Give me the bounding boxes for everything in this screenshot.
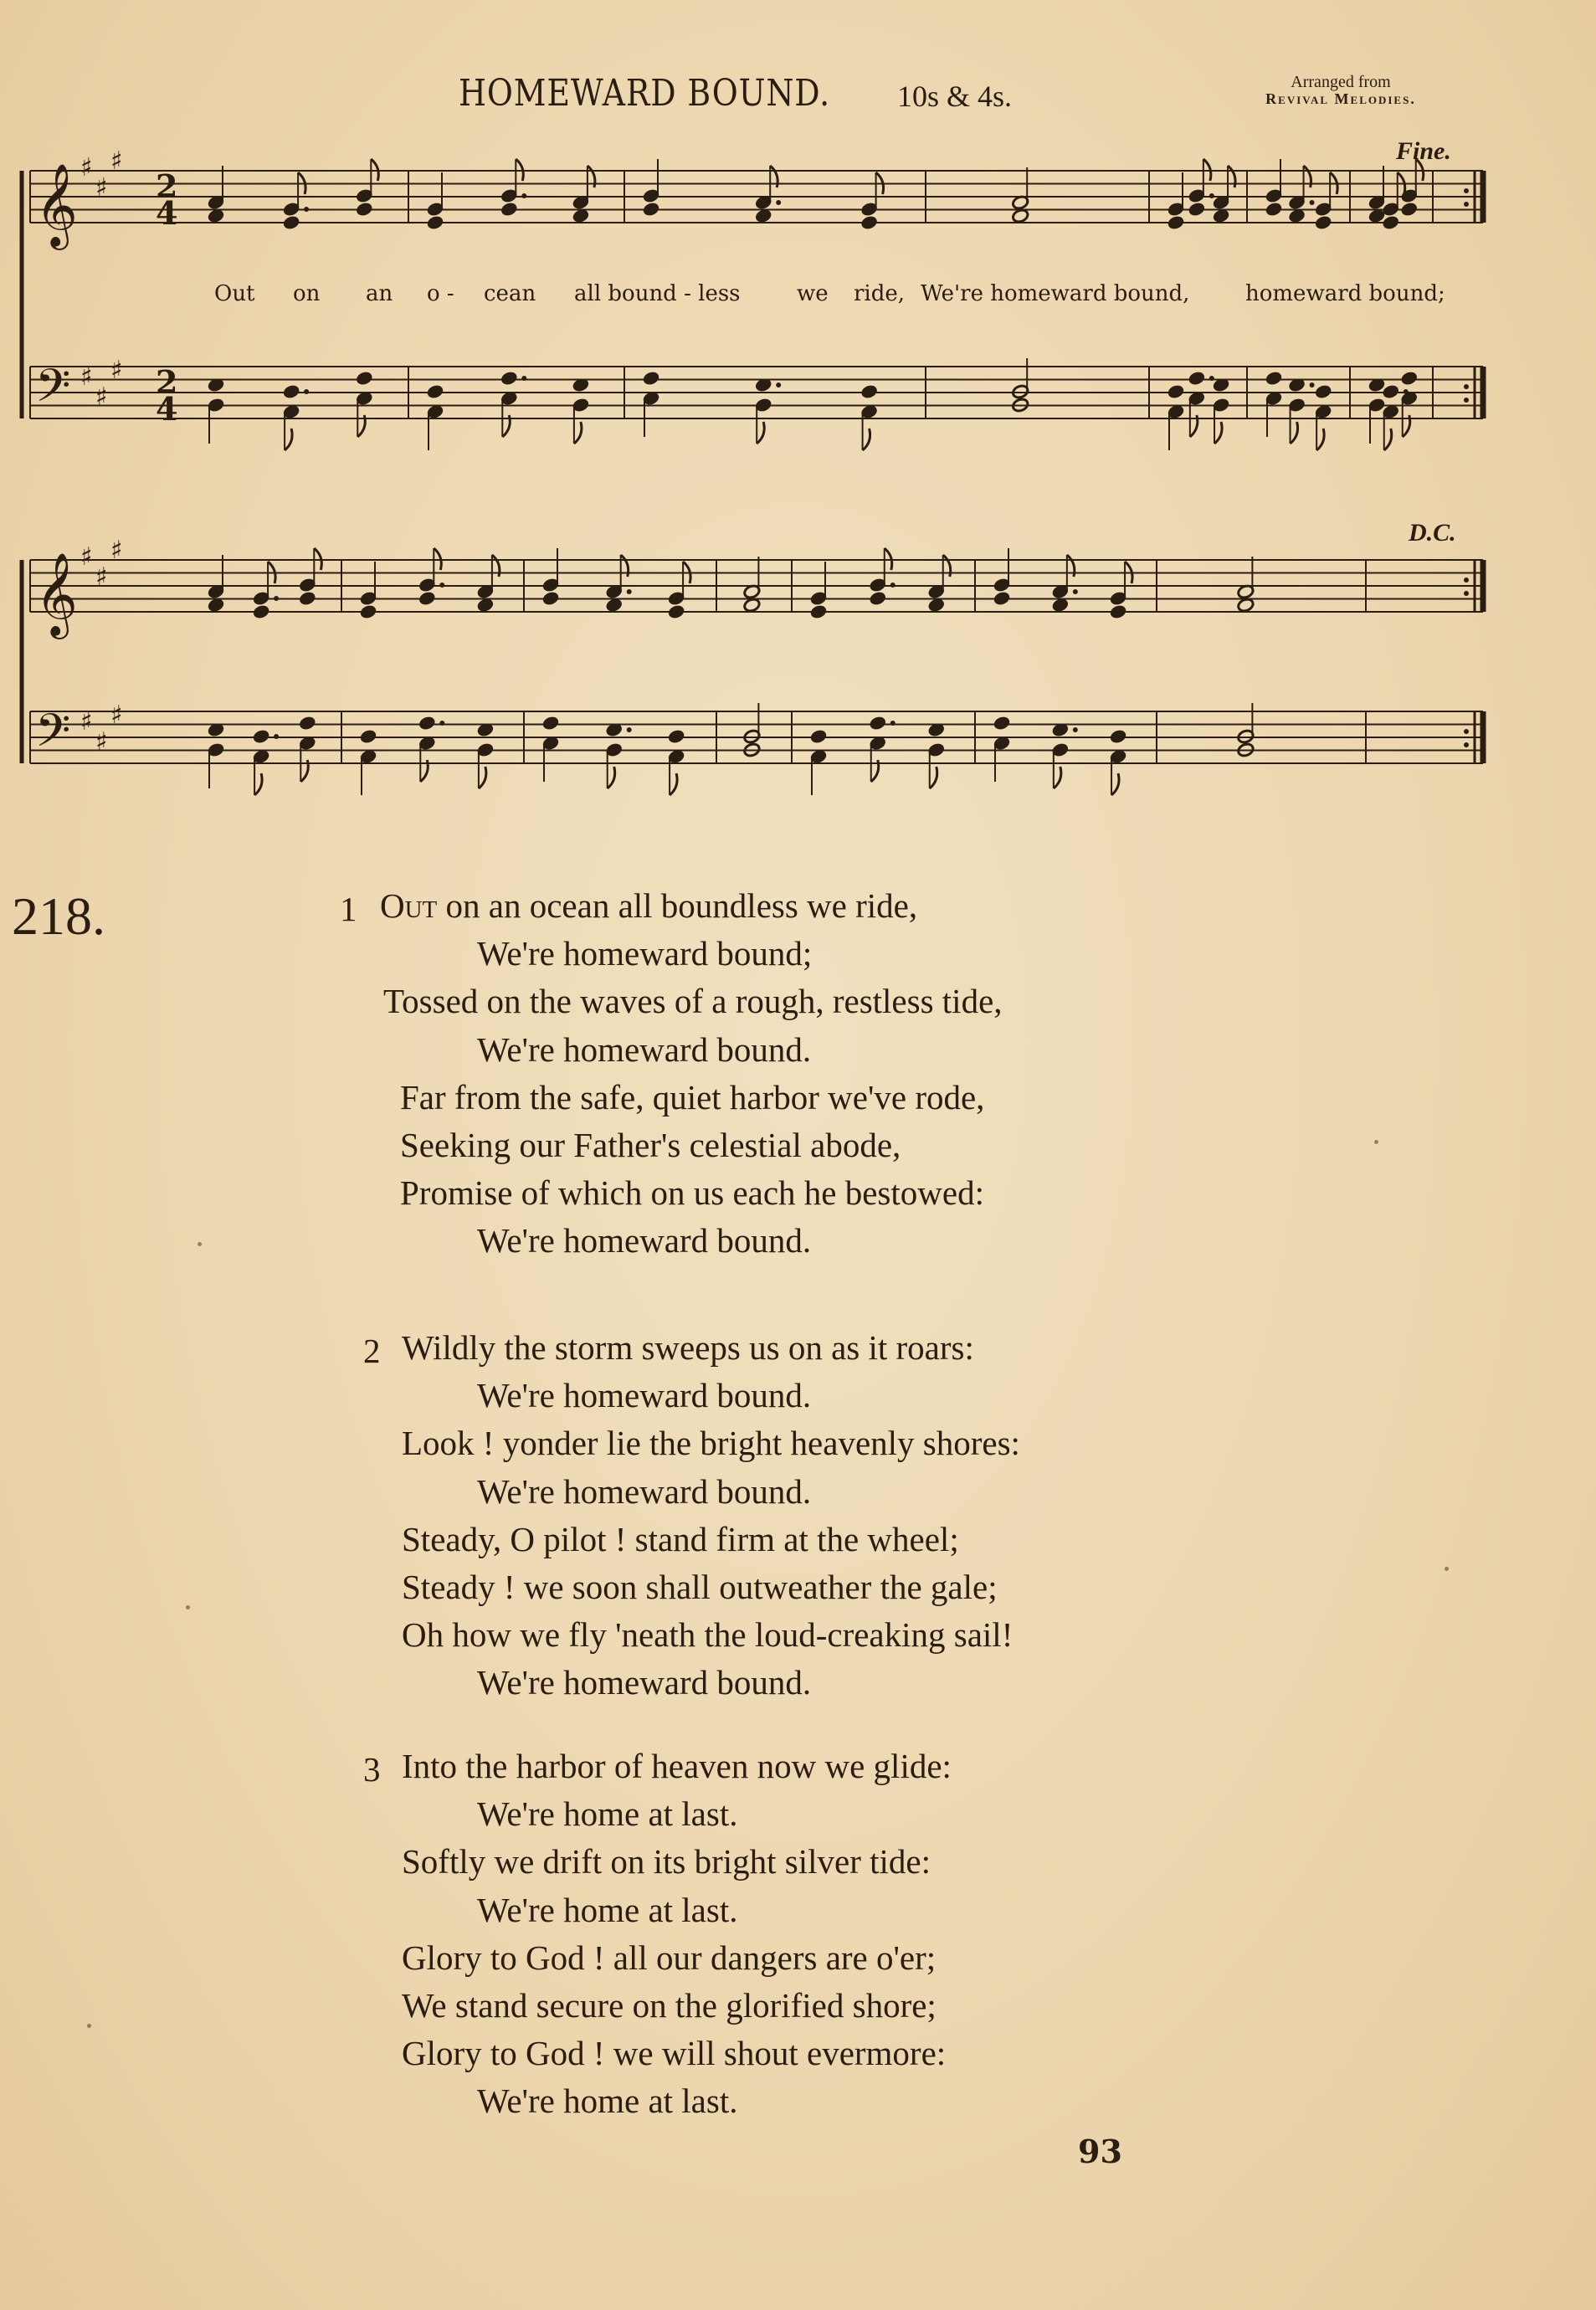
augmentation-dot: [304, 207, 309, 212]
line-text: Look ! yonder lie the bright heavenly shores:: [402, 1424, 1020, 1463]
note-head: [667, 604, 685, 620]
augmentation-dot: [1209, 193, 1214, 198]
line-text: Glory to God ! we will shout evermore:: [402, 2034, 947, 2073]
hymn-title: HOMEWARD BOUND.: [459, 72, 831, 115]
line-text: on an ocean all boundless we ride,: [437, 886, 918, 925]
note-head: [541, 591, 560, 607]
line-text: We're homeward bound.: [477, 1221, 812, 1260]
lyric-word: on: [293, 281, 321, 306]
time-signature: 4: [156, 390, 178, 428]
augmentation-dot: [304, 389, 309, 394]
paper-speck: [186, 1605, 190, 1609]
augmentation-dot: [1464, 384, 1469, 389]
note-head: [541, 716, 560, 732]
sharp-sign: ♯: [110, 356, 123, 385]
verse-line: [402, 1938, 937, 1977]
note-head: [1314, 215, 1332, 231]
refrain-line: [477, 1663, 812, 1702]
note-head: [1400, 371, 1419, 387]
line-text: Far from the safe, quiet harbor we've rode,: [400, 1077, 985, 1116]
augmentation-dot: [521, 376, 526, 381]
augmentation-dot: [1464, 591, 1469, 596]
note-head: [860, 384, 879, 400]
verse-line: [402, 1424, 1020, 1463]
note-head: [993, 716, 1011, 732]
augmentation-dot: [1464, 188, 1469, 193]
music-score: [0, 0, 1596, 837]
note-head: [1400, 202, 1419, 218]
time-signature: 2: [156, 167, 178, 205]
bass-clef: 𝄢: [35, 359, 71, 424]
note-head: [426, 384, 444, 400]
augmentation-dot: [1464, 729, 1469, 734]
bass-clef: 𝄢: [35, 704, 71, 768]
note-flag: [574, 422, 582, 444]
verse-line: [402, 1842, 931, 1881]
verse-line: [402, 1570, 998, 1604]
augmentation-dot: [776, 200, 781, 205]
note-head: [642, 371, 660, 387]
augmentation-dot: [1073, 727, 1078, 732]
sharp-sign: ♯: [110, 536, 123, 565]
refrain-line: [477, 1221, 812, 1260]
line-text: Steady, O pilot ! stand firm at the wheel;: [402, 1519, 959, 1558]
note-head: [869, 591, 887, 607]
note-head: [1188, 371, 1206, 387]
refrain-line: [477, 1890, 738, 1929]
note-flag: [863, 429, 870, 450]
note-head: [1167, 215, 1185, 231]
lyric-word: Out: [214, 281, 255, 306]
time-signature: 4: [156, 194, 178, 232]
note-head: [1314, 384, 1332, 400]
time-signature: 2: [156, 363, 178, 401]
refrain-line: [477, 1029, 812, 1069]
verse-line: [402, 1749, 952, 1784]
lyric-word: homeward bound;: [1245, 281, 1445, 306]
sharp-sign: ♯: [80, 153, 93, 182]
line-text: Seeking our Father's celestial abode,: [400, 1126, 901, 1164]
sharp-sign: ♯: [95, 382, 108, 412]
verse-line: [380, 886, 918, 925]
note-head: [809, 729, 828, 745]
lyric-word: o -: [427, 281, 454, 306]
line-text: Glory to God ! all our dangers are o'er;: [402, 1938, 937, 1977]
verse-line: [383, 984, 1003, 1019]
note-flag: [670, 773, 677, 795]
verse-line: [400, 1173, 984, 1213]
augmentation-dot: [439, 583, 444, 588]
augmentation-dot: [1310, 382, 1315, 388]
line-text: We're homeward bound.: [477, 1471, 812, 1511]
augmentation-dot: [890, 583, 896, 588]
augmentation-dot: [274, 734, 279, 739]
note-head: [1109, 729, 1127, 745]
note-head: [252, 604, 270, 620]
augmentation-dot: [1464, 202, 1469, 207]
paper-speck: [87, 2024, 91, 2028]
lyric-word: an: [366, 281, 393, 306]
note-flag: [1054, 767, 1061, 788]
note-head: [993, 591, 1011, 607]
note-flag: [1291, 422, 1298, 444]
fine-mark: Fine.: [1396, 137, 1451, 165]
paper-speck: [198, 1242, 202, 1246]
refrain-line: [477, 1471, 812, 1511]
credit-line-1: Arranged from: [1291, 73, 1391, 91]
note-head: [359, 604, 377, 620]
note-flag: [1384, 429, 1392, 450]
note-head: [1265, 202, 1283, 218]
augmentation-dot: [439, 721, 444, 726]
augmentation-dot: [1464, 742, 1469, 747]
note-head: [667, 729, 685, 745]
line-text: We're homeward bound.: [477, 1029, 812, 1069]
note-flag: [757, 422, 764, 444]
line-text: We're home at last.: [477, 2082, 738, 2121]
note-flag: [285, 429, 292, 450]
sharp-sign: ♯: [80, 707, 93, 737]
score-lyrics: [0, 281, 1596, 315]
sharp-sign: ♯: [95, 173, 108, 203]
line-text: Softly we drift on its bright silver tide:: [402, 1842, 931, 1881]
note-flag: [254, 773, 262, 795]
line-text: We're homeward bound.: [477, 1663, 812, 1702]
augmentation-dot: [1464, 398, 1469, 403]
sharp-sign: ♯: [95, 727, 108, 757]
lyric-word: we: [797, 281, 829, 306]
line-text: Oh how we fly 'neath the loud-creaking sail!: [402, 1615, 1014, 1655]
note-head: [642, 202, 660, 218]
refrain-line: [477, 934, 813, 973]
refrain-line: [477, 1378, 811, 1413]
line-text: Into the harbor of heaven now we glide:: [402, 1747, 952, 1785]
sharp-sign: ♯: [110, 146, 123, 176]
lyric-word: ride,: [854, 281, 906, 306]
augmentation-dot: [1209, 376, 1214, 381]
note-head: [418, 716, 437, 732]
stanza-number: 2: [363, 1332, 381, 1370]
verse-line: [402, 1615, 1014, 1655]
note-head: [809, 604, 828, 620]
note-head: [500, 202, 519, 218]
augmentation-dot: [521, 193, 526, 198]
note-head: [1188, 202, 1206, 218]
first-word: Out: [380, 886, 438, 925]
paper-speck: [1374, 1140, 1378, 1144]
note-flag: [930, 767, 937, 788]
verse-line: [402, 2036, 946, 2071]
sharp-sign: ♯: [80, 362, 93, 392]
lyric-word: We're homeward bound,: [921, 281, 1190, 306]
verse-line: [402, 1986, 937, 2025]
line-text: We're homeward bound.: [477, 1376, 812, 1415]
note-head: [1109, 604, 1127, 620]
refrain-line: [477, 2082, 738, 2121]
note-flag: [608, 767, 615, 788]
augmentation-dot: [627, 727, 632, 732]
note-head: [252, 729, 270, 745]
note-flag: [1214, 422, 1222, 444]
note-head: [1167, 384, 1185, 400]
lyric-word: all bound - less: [574, 281, 741, 306]
refrain-line: [477, 1794, 738, 1834]
line-text: Promise of which on us each he bestowed:: [400, 1173, 984, 1213]
meter-label: 10s & 4s.: [897, 80, 1013, 113]
line-text: We're home at last.: [477, 1794, 738, 1834]
treble-clef: 𝄞: [35, 163, 78, 247]
verse-line: [402, 1519, 959, 1558]
credit-line-2: Revival Melodies.: [1265, 90, 1416, 107]
note-head: [359, 729, 377, 745]
augmentation-dot: [890, 721, 896, 726]
hymn-number: 218.: [12, 886, 105, 946]
augmentation-dot: [1464, 578, 1469, 583]
dc-mark: D.C.: [1409, 519, 1456, 547]
line-text: Tossed on the waves of a rough, restless tide,: [383, 982, 1003, 1021]
note-head: [500, 371, 519, 387]
note-flag: [1111, 773, 1119, 795]
sharp-sign: ♯: [95, 562, 108, 592]
line-text: We're home at last.: [477, 1890, 738, 1929]
note-head: [356, 371, 374, 387]
note-head: [299, 591, 317, 607]
note-flag: [1316, 429, 1324, 450]
verse-line: [400, 1077, 985, 1116]
note-head: [282, 215, 300, 231]
line-text: Steady ! we soon shall outweather the gale;: [402, 1568, 998, 1606]
note-head: [426, 215, 444, 231]
paper-speck: [1445, 1567, 1449, 1571]
stanza-number: 1: [340, 890, 357, 928]
augmentation-dot: [627, 589, 632, 594]
verse-line: [400, 1128, 901, 1163]
note-head: [418, 591, 437, 607]
treble-clef: 𝄞: [35, 552, 78, 636]
line-text: We're homeward bound;: [477, 934, 813, 973]
note-head: [1382, 215, 1400, 231]
page-number: 93: [1078, 2133, 1122, 2170]
sharp-sign: ♯: [80, 542, 93, 572]
line-text: We stand secure on the glorified shore;: [402, 1986, 937, 2025]
augmentation-dot: [776, 382, 781, 388]
note-head: [282, 384, 300, 400]
note-head: [1265, 371, 1283, 387]
note-flag: [479, 767, 486, 788]
note-head: [869, 716, 887, 732]
note-head: [299, 716, 317, 732]
line-text: Wildly the storm sweeps us on as it roars:: [402, 1328, 974, 1367]
note-head: [1382, 384, 1400, 400]
sharp-sign: ♯: [110, 701, 123, 730]
augmentation-dot: [1073, 589, 1078, 594]
augmentation-dot: [1310, 200, 1315, 205]
augmentation-dot: [274, 596, 279, 601]
stanza-number: 3: [363, 1750, 381, 1789]
verse-line: [402, 1328, 974, 1367]
note-head: [356, 202, 374, 218]
note-head: [860, 215, 879, 231]
lyric-word: cean: [484, 281, 536, 306]
